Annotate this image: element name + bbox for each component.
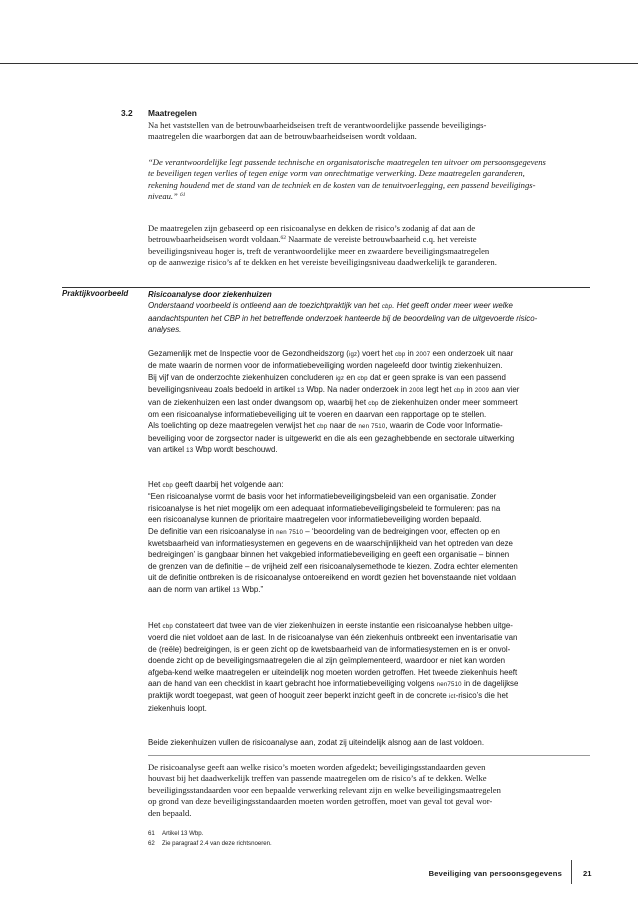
- text: op grond van deze beveiligingsstandaarden moeten worden getroffen, moet van geval tot geval wor-: [148, 796, 493, 807]
- practice-paragraph-2: [148, 479, 590, 596]
- text: -risico’s die het: [455, 691, 509, 701]
- abbr-igz: igz: [335, 374, 345, 382]
- text: De risicoanalyse geeft aan welke risico’s moeten worden afgedekt; beveiligingsstandaarden geven: [148, 762, 486, 772]
- text: in: [405, 349, 416, 358]
- text: ) voert het: [357, 349, 395, 358]
- page-number: 21: [583, 869, 592, 878]
- section-title: Maatregelen: [148, 108, 197, 118]
- abbr-igz: igz: [348, 351, 358, 358]
- section-intro: [148, 120, 590, 143]
- abbr-cbp: cbp: [368, 399, 379, 407]
- quote-line: rekening houdend met de stand van de techniek en de kosten van de tenuitvoerlegging, een passend beveiligings-: [148, 179, 536, 190]
- text: naar de: [327, 421, 359, 431]
- closing-paragraph: [148, 762, 590, 819]
- text: beveiligingsniveau zoals bedoeld in artikel: [148, 385, 298, 395]
- text: houvast bij het daadwerkelijk treffen van passende maatregelen om de risico’s af te dekken. Welke: [148, 773, 487, 784]
- intro-line: maatregelen die waarborgen dat aan de betrouwbaarheidseisen wordt voldaan.: [148, 131, 417, 142]
- text: voerd die niet voldoet aan de last. In de risicoanalyse van één ziekenhuis ontbreekt een inventarisatie van: [148, 633, 518, 643]
- intro-text: . Het geeft onder meer weer welke: [392, 301, 513, 311]
- text: De definitie van een risicoanalyse in: [148, 526, 277, 536]
- text: en: [344, 372, 358, 382]
- text: aan vier: [489, 385, 520, 395]
- text: van artikel: [148, 445, 187, 455]
- abbr-cbp: cbp: [395, 351, 406, 358]
- text: geeft daarbij het volgende aan:: [172, 480, 284, 489]
- intro-line: Na het vaststellen van de betrouwbaarheidseisen treft de verantwoordelijke passende beveiligings-: [148, 120, 487, 130]
- footnote-text: Zie paragraaf 2.4 van deze richtsnoeren.: [162, 840, 272, 847]
- footer-divider: [571, 860, 572, 884]
- text: Bij vijf van de onderzochte ziekenhuizen concluderen: [148, 372, 336, 382]
- year: 2009: [474, 387, 490, 395]
- text: beveiligingsstandaarden voor een bepaalde verwerking relevant zijn en welke beveiligingsmaatregelen: [148, 784, 501, 795]
- intro-text: Onderstaand voorbeeld is ontleend aan de toezichtpraktijk van het: [148, 301, 382, 311]
- text: om een risicoanalyse informatiebeveiliging uit te voeren en daarvan een rapportage op te stellen.: [148, 410, 487, 420]
- quote-line: te beveiligen tegen verlies of tegen enige vorm van onrechtmatige verwerking. Deze maatregelen garanderen,: [148, 168, 525, 179]
- text: bedreigingen’ is gangbaar binnen het vakgebied informatiebeveiliging en geeft een organisatie – binnen: [148, 550, 510, 560]
- para-line: beveiligingsniveau hoger is, treft de verantwoordelijke meer en zwaardere beveiligingsmaatregelen: [148, 245, 490, 256]
- practice-rule: [62, 287, 590, 288]
- footer-title: Beveiliging van persoonsgegevens: [428, 869, 562, 878]
- intro-text: analyses.: [148, 325, 182, 335]
- text: den bepaald.: [148, 807, 192, 818]
- text: kwetsbaarheid van informatiesystemen en gegevens en de waarschijnlijkheid van het optreden van deze: [148, 539, 513, 549]
- abbr-cbp: cbp: [162, 623, 173, 630]
- text: Het: [148, 480, 163, 489]
- footnote-number: 61: [148, 830, 155, 837]
- year: 2008: [409, 387, 424, 395]
- text: in: [464, 385, 475, 395]
- text: ziekenhuis loopt.: [148, 703, 207, 713]
- text: afgeba-kend welke maatregelen er uiteindelijk nog moeten worden getroffen. Het tweede ziekenhuis heeft: [148, 667, 518, 677]
- text: een risicoanalyse kunnen de prioritaire maatregelen voor informatiebeveiliging worden bepaald.: [148, 515, 482, 525]
- text: de ziekenhuizen onder meer sommeert: [378, 397, 518, 407]
- abbr-nen: nen 7510: [276, 528, 304, 536]
- text: constateert dat twee van de vier ziekenhuizen in eerste instantie een risicoanalyse hebben uitge-: [172, 621, 513, 630]
- number: 13: [232, 586, 240, 594]
- footnote-61: [148, 829, 203, 838]
- text: Wbp. Na nader onderzoek in: [304, 385, 410, 395]
- year: 2007: [415, 351, 431, 358]
- number: 13: [186, 447, 194, 455]
- practice-paragraph-4: Beide ziekenhuizen vullen de risicoanalyse aan, zodat zij uiteindelijk alsnog aan de last voldoen.: [148, 738, 485, 747]
- practice-paragraph-1: [148, 348, 590, 457]
- abbr-cbp: cbp: [316, 423, 328, 431]
- measures-paragraph: [148, 223, 590, 269]
- text: de grenzen van de definitie – de vrijheid zelf een risicoanalysemethode te kiezen. Zodra echter elementen: [148, 561, 518, 571]
- footnote-text: Artikel 13 Wbp.: [162, 830, 204, 837]
- abbr-nen: nen7510: [436, 681, 462, 689]
- footnote-ref: 62: [280, 235, 286, 242]
- abbr-nen: nen 7510: [358, 423, 386, 431]
- text: , waarin de Code voor Informatie-: [385, 421, 503, 431]
- text: Het: [148, 621, 163, 630]
- text: doende zicht op de beveiligingsmaatregelen die al zijn geïmplementeerd, waardoor er niet kan worden: [148, 656, 506, 666]
- header-rule: [0, 63, 638, 64]
- abbr-cbp: cbp: [453, 387, 465, 395]
- text: aan de hand van een checklist in kaart gebracht hoe informatiebeveiliging volgens: [148, 679, 437, 689]
- practice-paragraph-3: [148, 620, 590, 714]
- footnote-62: [148, 839, 272, 848]
- para-line: betrouwbaarheidseisen wordt voldaan.: [148, 234, 281, 245]
- text: de (reële) bedreigingen, is er geen zicht op de kwetsbaarheid van de informatiesystemen en is er onvol-: [148, 644, 511, 654]
- text: van de ziekenhuizen een last onder dwangsom op, waarbij het: [148, 397, 369, 407]
- footnote-number: 62: [148, 840, 155, 847]
- quote-line: “De verantwoordelijke legt passende technische en organisatorische maatregelen ten uitvoer om persoonsgegevens: [148, 157, 546, 167]
- text: legt het: [423, 385, 454, 395]
- para-line: op de aanwezige risico’s af te dekken en het vereiste beveiligingsniveau daadwerkelijk te garanderen.: [148, 257, 497, 268]
- practice-title: Risicoanalyse door ziekenhuizen: [148, 290, 272, 299]
- abbr-cbp: cbp: [357, 374, 368, 382]
- text: Gezamenlijk met de Inspectie voor de Gezondheidszorg (: [148, 349, 349, 358]
- text: Wbp wordt beschouwd.: [193, 445, 278, 455]
- quote-line: niveau.”: [148, 191, 180, 202]
- text: beveiliging voor de zorgsector nader is uitgewerkt en die als een gezaghebbende en sectorale uitwerking: [148, 433, 515, 443]
- abbr-cbp: cbp: [381, 303, 393, 311]
- section-number: 3.2: [121, 108, 133, 118]
- text: risicoanalyse is het niet mogelijk om een adequaat informatiebeveiligingsbeleid te formuleren: pas na: [148, 503, 501, 513]
- number: 13: [297, 387, 305, 395]
- para-line: Naarmate de vereiste betrouwbaarheid c.q. het vereiste: [285, 234, 477, 245]
- text: een onderzoek uit naar: [430, 349, 514, 358]
- practice-intro: [148, 289, 590, 336]
- practice-end-rule: [148, 755, 590, 756]
- intro-text: aandachtspunten het CBP in het betreffende onderzoek hanteerde bij de beoordeling van de uitgevoerde risico-: [148, 313, 538, 323]
- legal-quote: [148, 157, 590, 203]
- para-line: De maatregelen zijn gebaseerd op een risicoanalyse en dekken de risico’s zodanig af dat aan de: [148, 223, 476, 233]
- text: Als toelichting op deze maatregelen verwijst het: [148, 421, 317, 431]
- text: in de dagelijkse: [461, 679, 519, 689]
- practice-label: Praktijkvoorbeeld: [62, 289, 129, 298]
- text: de mate waarin de normen voor de informatiebeveiliging worden nageleefd door twintig ziekenhuizen.: [148, 361, 503, 371]
- abbr-ict: ict: [448, 693, 456, 701]
- text: Wbp.”: [239, 584, 264, 594]
- text: uit de definitie ontbreken is de risicoanalyse ontoereikend en wordt gezien het bovenstaande niet voldaan: [148, 573, 517, 583]
- text: “Een risicoanalyse vormt de basis voor het informatiebeveiligingsbeleid van een organisatie. Zonder: [148, 492, 497, 502]
- abbr-cbp: cbp: [162, 482, 173, 489]
- text: dat er geen sprake is van een passend: [367, 372, 506, 382]
- text: praktijk wordt toegepast, wat geen of hooguit zeer beperkt inzicht geeft in de concrete: [148, 691, 449, 701]
- footnote-ref: 61: [179, 192, 186, 199]
- text: aan de norm van artikel: [148, 584, 233, 594]
- text: – ‘beoordeling van de bedreigingen voor, effecten op en: [303, 526, 500, 536]
